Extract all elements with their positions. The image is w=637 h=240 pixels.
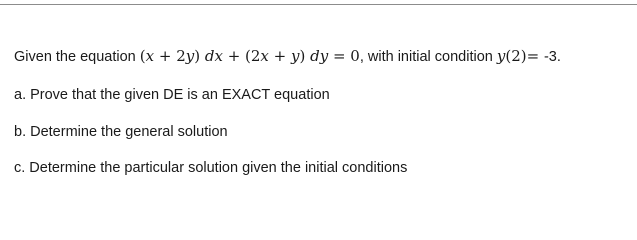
initial-condition: y(2)= bbox=[496, 47, 544, 65]
problem-statement bbox=[14, 46, 561, 67]
problem-mid-text: , with initial condition bbox=[359, 49, 493, 65]
part-b: b. Determine the general solution bbox=[14, 124, 228, 140]
differential-equation: (x + 2y) dx + (2x + y) dy = 0 bbox=[139, 47, 360, 65]
top-divider bbox=[0, 4, 637, 5]
initial-condition-value: -3. bbox=[543, 49, 561, 65]
part-a: a. Prove that the given DE is an EXACT equation bbox=[14, 87, 330, 103]
part-c: c. Determine the particular solution given the initial conditions bbox=[14, 160, 408, 176]
problem-intro: Given the equation bbox=[14, 49, 136, 65]
